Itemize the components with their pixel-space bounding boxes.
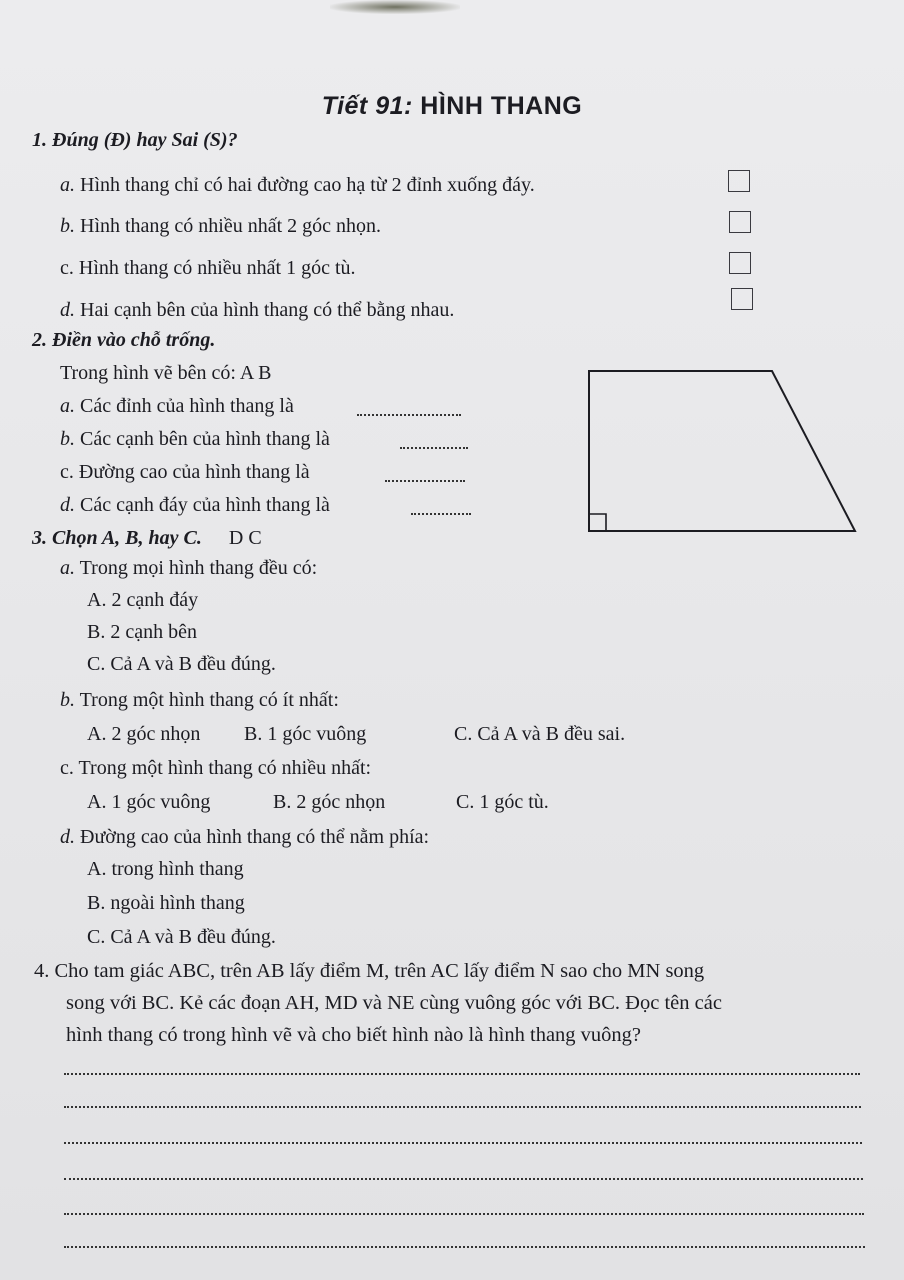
q3d-stem: d. Đường cao của hình thang có thể nằm phía: bbox=[60, 826, 430, 848]
q3a-option-c[interactable]: C. Cả A và B đều đúng. bbox=[87, 653, 276, 675]
trapezoid-shape bbox=[589, 371, 855, 531]
q3d-option-a[interactable]: A. trong hình thang bbox=[87, 858, 244, 880]
q1-item-d: d. Hai cạnh bên của hình thang có thể bằng nhau. bbox=[60, 299, 455, 321]
answer-line-1[interactable] bbox=[64, 1071, 860, 1075]
q3c-option-a[interactable]: A. 1 góc vuông bbox=[87, 791, 211, 813]
q3b-option-b[interactable]: B. 1 góc vuông bbox=[244, 723, 367, 745]
q2-item-c: c. Đường cao của hình thang là bbox=[60, 461, 310, 483]
q3c-option-b[interactable]: B. 2 góc nhọn bbox=[273, 791, 386, 813]
q3a-stem: a. Trong mọi hình thang đều có: bbox=[60, 557, 318, 579]
q3d-option-b[interactable]: B. ngoài hình thang bbox=[87, 892, 245, 914]
title-main: HÌNH THANG bbox=[420, 92, 583, 120]
q2-item-d: d. Các cạnh đáy của hình thang là bbox=[60, 494, 330, 516]
q3a-option-a[interactable]: A. 2 cạnh đáy bbox=[87, 589, 199, 611]
q2-heading: 2. Điền vào chỗ trống. bbox=[32, 329, 216, 351]
q2-item-a: a. Các đỉnh của hình thang là bbox=[60, 395, 294, 417]
q3c-stem: c. Trong một hình thang có nhiều nhất: bbox=[60, 757, 372, 779]
q3a-option-b[interactable]: B. 2 cạnh bên bbox=[87, 621, 197, 643]
q3d-option-c[interactable]: C. Cả A và B đều đúng. bbox=[87, 926, 276, 948]
answer-line-2[interactable] bbox=[64, 1104, 861, 1108]
q3-heading: 3. Chọn A, B, hay C. D C bbox=[32, 527, 262, 549]
q1-item-b: b. Hình thang có nhiều nhất 2 góc nhọn. bbox=[60, 215, 382, 237]
q3c-option-c[interactable]: C. 1 góc tù. bbox=[456, 791, 549, 813]
right-angle-mark bbox=[589, 514, 606, 531]
answer-line-5[interactable] bbox=[64, 1211, 864, 1215]
answer-line-4[interactable] bbox=[64, 1176, 863, 1180]
title-prefix: Tiết 91: bbox=[321, 92, 413, 120]
q2-item-b: b. Các cạnh bên của hình thang là bbox=[60, 428, 330, 450]
q4-line-1: 4. Cho tam giác ABC, trên AB lấy điểm M, trên AC lấy điểm N sao cho MN song bbox=[34, 960, 705, 982]
q1-item-a: a. Hình thang chỉ có hai đường cao hạ từ 2 đỉnh xuống đáy. bbox=[60, 174, 535, 196]
q2-intro: Trong hình vẽ bên có: A B bbox=[60, 362, 272, 384]
q3b-option-a[interactable]: A. 2 góc nhọn bbox=[87, 723, 201, 745]
q1-item-c: c. Hình thang có nhiều nhất 1 góc tù. bbox=[60, 257, 356, 279]
answer-line-6[interactable] bbox=[64, 1244, 865, 1248]
q3b-option-c[interactable]: C. Cả A và B đều sai. bbox=[454, 723, 626, 745]
answer-line-3[interactable] bbox=[64, 1140, 862, 1144]
q4-line-2: song với BC. Kẻ các đoạn AH, MD và NE cùng vuông góc với BC. Đọc tên các bbox=[66, 992, 722, 1014]
q4-line-3: hình thang có trong hình vẽ và cho biết hình nào là hình thang vuông? bbox=[66, 1024, 642, 1046]
q3b-stem: b. Trong một hình thang có ít nhất: bbox=[60, 689, 339, 711]
figure-labels-dc: D C bbox=[228, 527, 262, 549]
q1-heading: 1. Đúng (Đ) hay Sai (S)? bbox=[32, 129, 238, 151]
